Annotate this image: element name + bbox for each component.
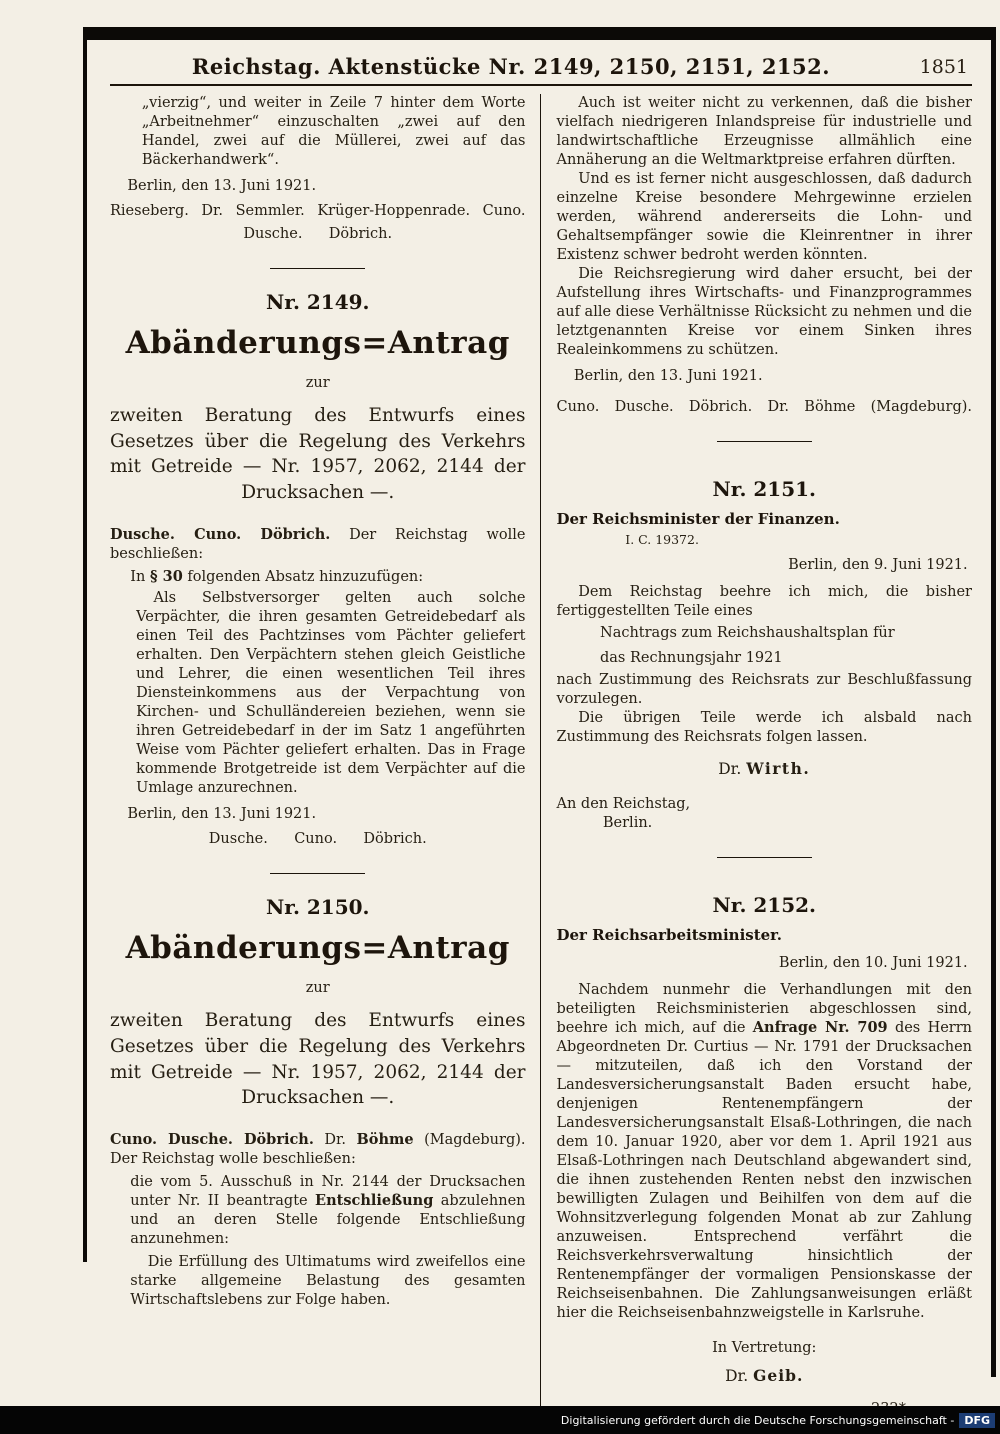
doc-2150-resolution: Die Erfüllung des Ultimatums wird zweifellos eine starke allgemeine Belastung des gesamten Wirtschaftslebens zur Folge haben.: [130, 1254, 526, 1309]
motion-post: abzulehnen und an deren Stelle folgende Entschließung anzunehmen:: [130, 1193, 526, 1248]
text-columns: [110, 94, 972, 1419]
doc-2151-address: [557, 795, 973, 833]
signature-name: Geib.: [753, 1365, 804, 1385]
digitization-bar: [0, 1406, 1000, 1434]
date-line: Berlin, den 13. Juni 1921.: [127, 806, 317, 823]
doc-2152-number: Nr. 2152.: [712, 893, 817, 918]
clause-intro-post: folgenden Absatz hinzuzufügen:: [182, 569, 424, 586]
date-line: Berlin, den 13. Juni 1921.: [127, 177, 317, 194]
movers-mid: Dr.: [313, 1132, 357, 1149]
body-anfrage-ref: Anfrage Nr. 709: [752, 1018, 888, 1036]
doc-2150-title: Abänderungs=Antrag: [125, 930, 510, 967]
doc-2149-subtitle: zweiten Beratung des Entwurfs eines Gesetzes über die Regelung des Verkehrs mit Getreide — Nr. 1957, 2062, 2144 der Drucksachen —.: [110, 404, 526, 504]
doc-2150-number: Nr. 2150.: [265, 894, 370, 919]
scan-edge-left: [83, 27, 87, 1262]
date-line: Berlin, den 13. Juni 1921.: [573, 367, 763, 384]
doc-2151-subject: Nachtrags zum Reichshaushaltsplan für: [600, 624, 895, 641]
doc-2150-zur: zur: [305, 979, 330, 996]
digitization-note: Digitalisierung gefördert durch die Deutsche Forschungsgemeinschaft -: [560, 1413, 955, 1427]
doc-2150-motion: [130, 1173, 525, 1249]
scan-edge-top: [86, 27, 994, 40]
address-line: Berlin.: [602, 815, 653, 832]
movers-names: Dusche. Cuno. Döbrich.: [110, 526, 331, 544]
signature-pre: Dr.: [718, 759, 747, 778]
movers-names: Cuno. Dusche. Döbrich.: [110, 1131, 314, 1149]
doc-2149-zur: zur: [305, 374, 330, 391]
doc-2152-signature: [557, 1366, 973, 1386]
address-line: An den Reichstag,: [556, 796, 691, 813]
body-paragraph: Auch ist weiter nicht zu verkennen, daß die bisher vielfach niedrigeren Inlandspreise für industrielle und landwirtschaftliche Erzeugnisse allmählich eine Annäherung an die Weltmarktpreise erfahren dürften.: [556, 95, 972, 168]
date-line: Berlin, den 9. Juni 1921.: [788, 556, 968, 573]
header-title: Reichstag. Aktenstücke Nr. 2149, 2150, 2151, 2152.: [191, 54, 831, 79]
section-divider: [717, 441, 812, 442]
signature-pre: Dr.: [725, 1366, 754, 1385]
section-divider: [270, 268, 365, 269]
signature-line: Dusche. Döbrich.: [243, 225, 393, 242]
doc-2151-paragraph: Dem Reichstag beehre ich mich, die bisher fertiggestellten Teile eines: [556, 583, 972, 619]
doc-2151-sender: Der Reichsminister der Finanzen.: [556, 509, 840, 528]
doc-2151-file-ref: I. C. 19372.: [625, 531, 699, 547]
doc-2152-sender: Der Reichsarbeitsminister.: [556, 926, 782, 945]
signature-line: Dusche. Cuno. Döbrich.: [208, 831, 427, 847]
document-page: [88, 44, 988, 1402]
clause-intro-pre: In: [130, 569, 150, 586]
left-column: [110, 94, 540, 1419]
movers-rest: Der Reichstag wolle beschließen:: [110, 527, 526, 563]
doc-2151-signature: [557, 759, 973, 779]
doc-2152-body: [557, 981, 973, 1323]
doc-2150-movers: [110, 1131, 526, 1169]
signature-line: Cuno. Dusche. Döbrich. Dr. Böhme (Magdeburg).: [556, 398, 972, 415]
doc-2149-clause-body: Als Selbstversorger gelten auch solche Verpächter, die ihren gesamten Getreidebedarf als einen Teil des Pachtzinses vom Pächter geliefert erhalten. Den Verpächtern stehen gleich Geistliche und Lehrer, die einen wesentlichen Teil ihres Diensteinkommens aus der Verpachtung von Kirchen- und Schulländereien beziehen, wenn sie ihren Getreidebedarf in der im Satz 1 angeführten Weise vom Pächter geliefert erhalten. Das in Frage kommende Brotgetreide ist dem Verpächter auf die Umlage anzurechnen.: [136, 590, 526, 797]
page-header: [110, 50, 972, 86]
clause-intro-paragraph-ref: § 30: [149, 568, 183, 586]
body-post: des Herrn Abgeordneten Dr. Curtius — Nr. 1791 der Drucksachen — mitzuteilen, daß ich den Vorstand der Landesversicherungsanstalt Baden ersucht habe, denjenigen Rentenempfängern der Landesversicherungsanstalt Elsaß-Lothringen, die nach dem 10. Januar 1920, aber vor dem 1. April 1921 aus Elsaß-Lothringen nach Deutschland abgewandert sind, die ihnen zustehenden Renten nebst den inzwischen bewilligten Zulagen und Beihilfen von dem auf die Wohnsitzverlegung folgenden Monat ab zur Zahlung anzuweisen. Entsprechend verfährt die Reichsverkehrsverwaltung hinsichtlich der Rentenempfänger der vormaligen Pensionskasse der Reichseisenbahnen. Die Zahlungsanweisungen erläßt hier die Reichseisenbahnzweigstelle in Karlsruhe.: [556, 1019, 972, 1321]
doc-2150-subtitle: zweiten Beratung des Entwurfs eines Gesetzes über die Regelung des Verkehrs mit Getreide — Nr. 1957, 2062, 2144 der Drucksachen —.: [110, 1009, 526, 1109]
page-number: 1851: [919, 56, 968, 78]
scan-edge-right: [991, 27, 996, 1377]
body-paragraph: Die Reichsregierung wird daher ersucht, bei der Aufstellung ihres Wirtschafts- und Finanzprogrammes auf alle diese Verhältnisse Rücksicht zu nehmen und die letztgenannten Kreise vor einem Sinken ihres Realeinkommens zu schützen.: [556, 265, 972, 358]
body-pre: Nachdem nunmehr die Verhandlungen mit den beteiligten Reichsministerien abgeschlossen sind, beehre ich mich, auf die: [556, 981, 972, 1036]
section-divider: [717, 857, 812, 858]
motion-pre: die vom 5. Ausschuß in Nr. 2144 der Drucksachen unter Nr. II beantragte: [130, 1174, 526, 1210]
doc-2149-movers: [110, 526, 526, 564]
right-column: [540, 94, 973, 1419]
motion-keyword: Entschließung: [315, 1192, 434, 1210]
signature-name: Wirth.: [746, 758, 811, 778]
doc-2149-number: Nr. 2149.: [265, 289, 370, 314]
movers-rest: (Magdeburg). Der Reichstag wolle beschließen:: [110, 1132, 526, 1168]
carryover-paragraph: „vierzig“, und weiter in Zeile 7 hinter dem Worte „Arbeitnehmer“ einzuschalten „zwei auf den Handel, zwei auf die Müllerei, zwei auf das Bäckerhandwerk“.: [141, 95, 526, 168]
doc-2152-in-vertretung: In Vertretung:: [712, 1339, 817, 1356]
movers-name-boehme: Böhme: [356, 1131, 414, 1149]
doc-2149-title: Abänderungs=Antrag: [125, 325, 510, 362]
doc-2151-number: Nr. 2151.: [712, 476, 817, 501]
signature-line: Rieseberg. Dr. Semmler. Krüger-Hoppenrade. Cuno.: [110, 202, 526, 219]
doc-2151-paragraph: nach Zustimmung des Reichsrats zur Beschlußfassung vorzulegen.: [556, 671, 972, 707]
doc-2149-clause-intro: [110, 568, 526, 587]
dfg-logo: DFG: [959, 1413, 995, 1428]
section-divider: [270, 873, 365, 874]
body-paragraph: Und es ist ferner nicht ausgeschlossen, daß dadurch einzelne Kreise besondere Mehrgewinne erzielen werden, während andererseits die Lohn- und Gehaltsempfänger sowie die Kleinrentner in ihrer Existenz schwer bedroht werden könnten.: [556, 170, 972, 263]
doc-2151-subject: das Rechnungsjahr 1921: [600, 649, 783, 666]
date-line: Berlin, den 10. Juni 1921.: [778, 954, 968, 971]
doc-2151-paragraph: Die übrigen Teile werde ich alsbald nach Zustimmung des Reichsrats folgen lassen.: [556, 709, 972, 745]
